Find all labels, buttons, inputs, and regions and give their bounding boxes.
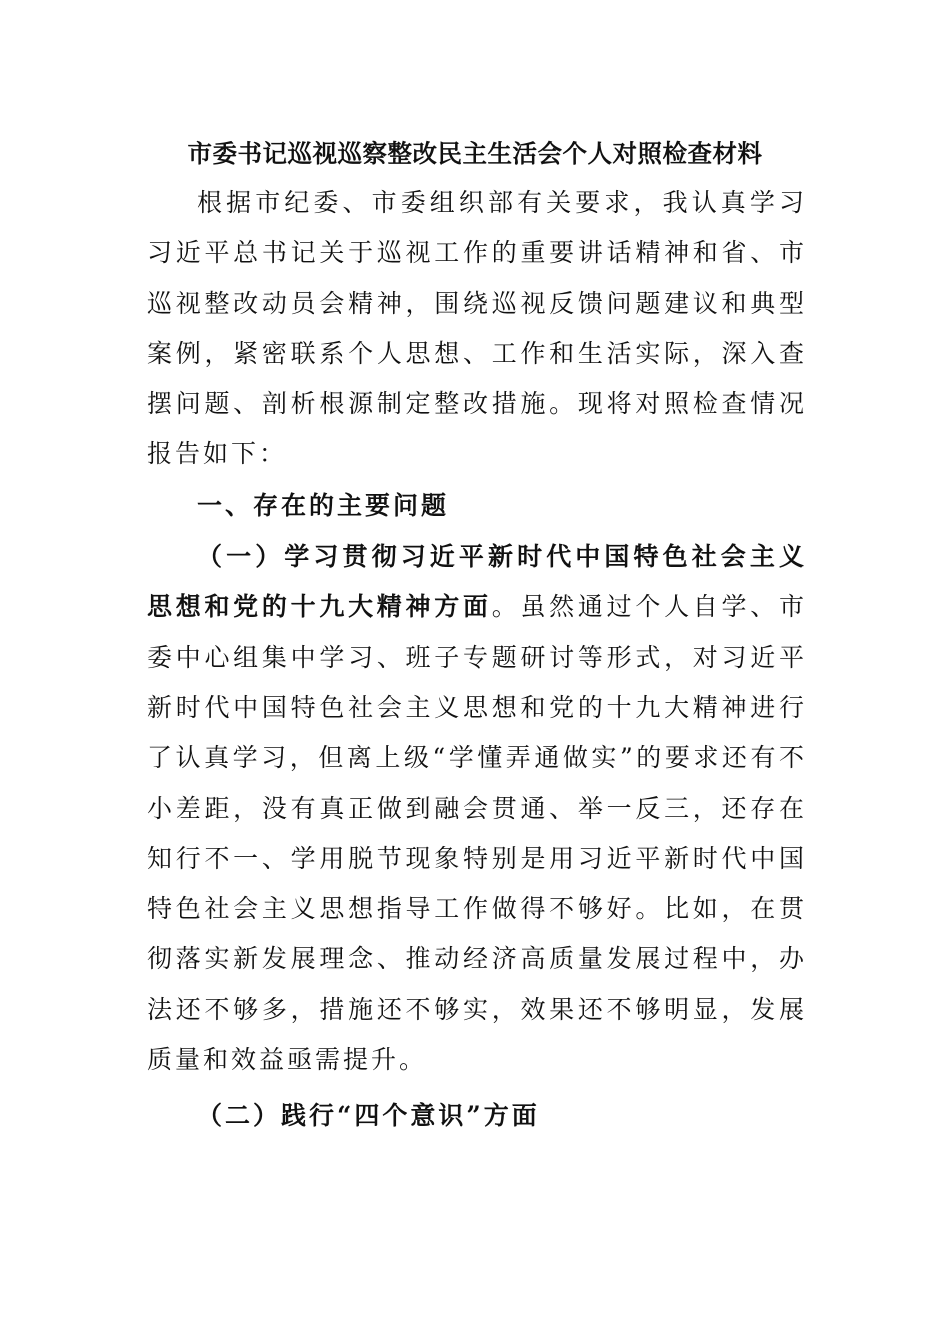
- intro-paragraph: 根据市纪委、市委组织部有关要求，我认真学习习近平总书记关于巡视工作的重要讲话精神和省、市巡视整改动员会精神，围绕巡视反馈问题建议和典型案例，紧密联系个人思想、工作和生活实际，深入查摆问题、剖析根源制定整改措施。现将对照检查情况报告如下：: [147, 188, 807, 469]
- section-heading: 一、存在的主要问题: [197, 490, 450, 520]
- subsection-2-heading: （二）践行“四个意识”方面: [197, 1101, 540, 1131]
- subsection-1-heading: （一）学习贯彻习近平新时代中国特色社会主义思想和党的十九大精神方面: [147, 542, 807, 622]
- document-body: [147, 178, 807, 1142]
- subsection-1-body: 。虽然通过个人自学、市委中心组集中学习、班子专题研讨等形式，对习近平新时代中国特色社会主义思想和党的十九大精神进行了认真学习，但离上级“学懂弄通做实”的要求还有不小差距，没有真正做到融会贯通、举一反三，还存在知行不一、学用脱节现象特别是用习近平新时代中国特色社会主义思想指导工作做得不够好。比如，在贯彻落实新发展理念、推动经济高质量发展过程中，办法还不够多，措施还不够实，效果还不够明显，发展质量和效益亟需提升。: [147, 592, 807, 1075]
- document-title: 市委书记巡视巡察整改民主生活会个人对照检查材料: [187, 139, 763, 168]
- subsection-1-paragraph: [147, 532, 807, 1085]
